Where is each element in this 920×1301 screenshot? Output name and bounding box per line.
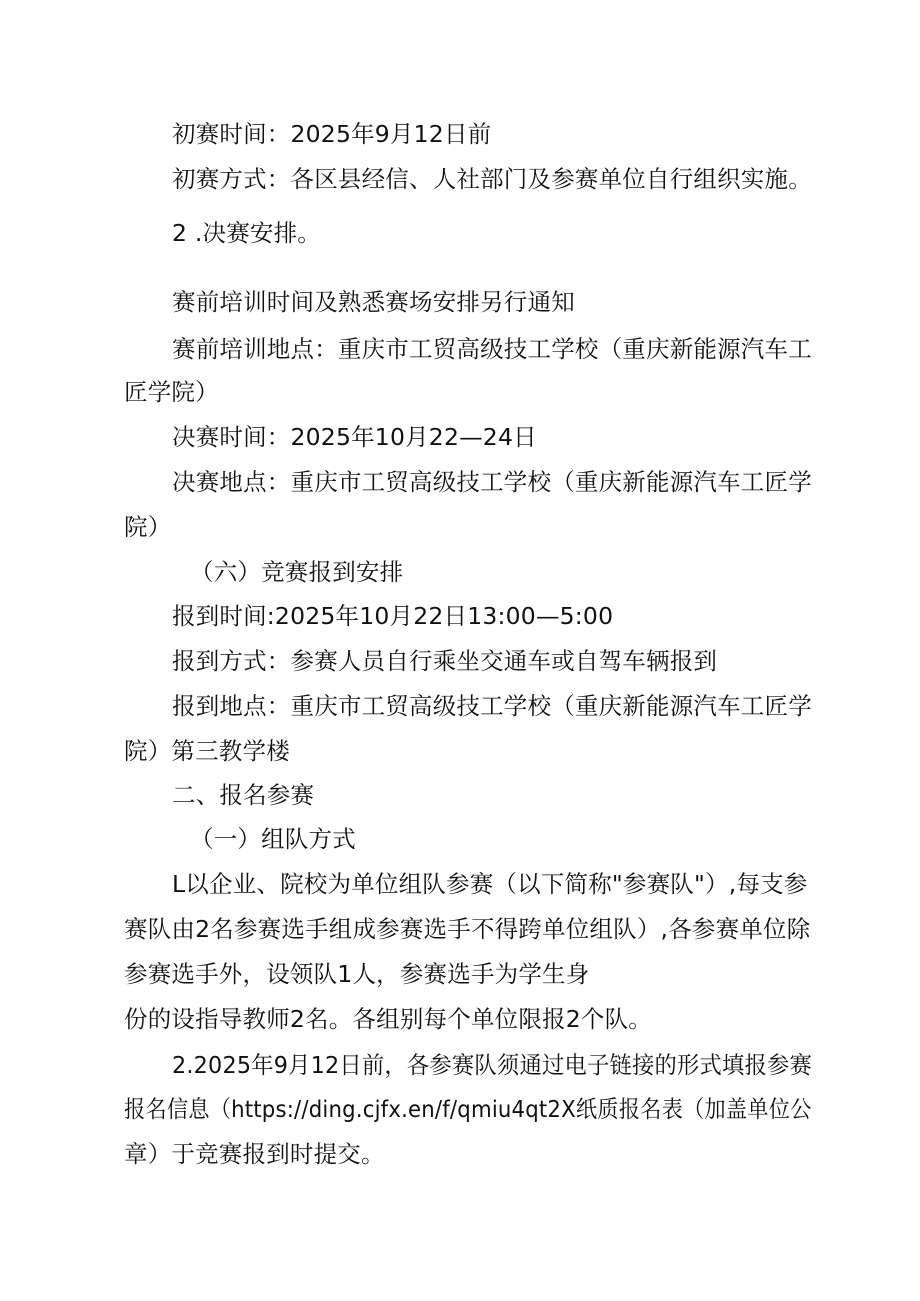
section-heading: （六）竞赛报到安排 bbox=[190, 558, 404, 586]
paragraph-line: 参赛选手外，设领队1人，参赛选手为学生身 bbox=[124, 960, 590, 988]
paragraph-line: 院） bbox=[124, 513, 172, 541]
paragraph-line: L以企业、院校为单位组队参赛（以下简称"参赛队"）,每支参 bbox=[172, 870, 808, 898]
paragraph-line: 初赛方式：各区县经信、人社部门及参赛单位自行组织实施。 bbox=[172, 165, 812, 193]
paragraph-line: 决赛地点：重庆市工贸高级技工学校（重庆新能源汽车工匠学 bbox=[172, 468, 812, 496]
paragraph-line: 初赛时间：2025年9月12日前 bbox=[172, 120, 492, 148]
paragraph-line: 报到方式：参赛人员自行乘坐交通车或自驾车辆报到 bbox=[172, 647, 718, 675]
section-heading: 2 .决赛安排。 bbox=[172, 219, 321, 247]
section-heading: 二、报名参赛 bbox=[172, 781, 315, 809]
paragraph-line: 匠学院） bbox=[124, 378, 219, 406]
paragraph-line: 院）第三教学楼 bbox=[124, 737, 290, 765]
paragraph-line: 报名信息（https://ding.cjfx.en/f/qmiu4qt2X纸质报名表（加盖单位公 bbox=[124, 1095, 812, 1123]
paragraph-line: 决赛时间：2025年10月22—24日 bbox=[172, 423, 537, 451]
section-heading: （一）组队方式 bbox=[190, 825, 356, 853]
paragraph-line: 份的设指导教师2名。各组别每个单位限报2个队。 bbox=[124, 1005, 653, 1033]
paragraph-line: 报到地点：重庆市工贸高级技工学校（重庆新能源汽车工匠学 bbox=[172, 692, 812, 720]
paragraph-line: 赛前培训时间及熟悉赛场安排另行通知 bbox=[172, 288, 575, 316]
paragraph-line: 赛前培训地点：重庆市工贸高级技工学校（重庆新能源汽车工 bbox=[172, 335, 812, 363]
paragraph-line: 2.2025年9月12日前，各参赛队须通过电子链接的形式填报参赛 bbox=[172, 1051, 813, 1079]
paragraph-line: 章）于竞赛报到时提交。 bbox=[124, 1140, 385, 1168]
paragraph-line: 报到时间:2025年10月22日13:00—5:00 bbox=[172, 602, 614, 630]
paragraph-line: 赛队由2名参赛选手组成参赛选手不得跨单位组队）,各参赛单位除 bbox=[124, 915, 811, 943]
